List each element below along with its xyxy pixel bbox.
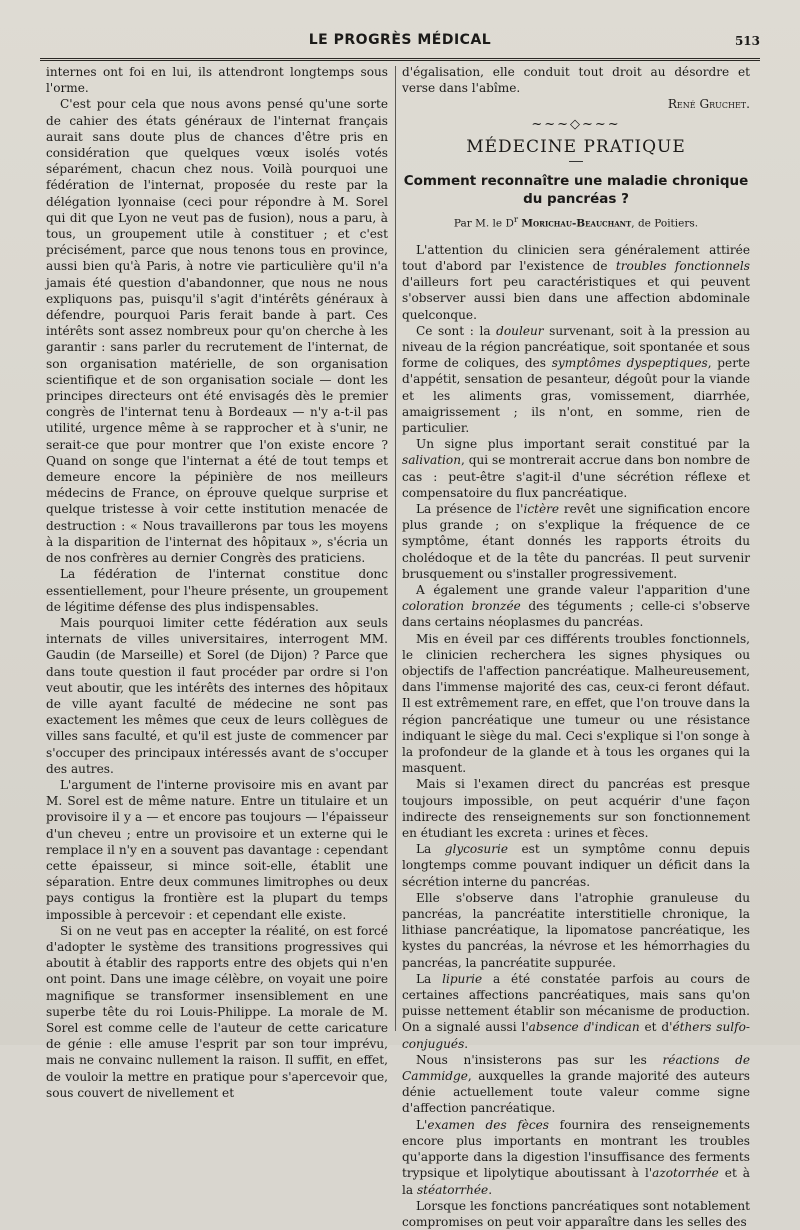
left-paragraph: La fédération de l'internat constitue donc essentiellement, pour l'heure présente, un groupement de légitime défense des plus indispensables. bbox=[46, 567, 388, 614]
left-paragraph: Mais pourquoi limiter cette fédération aux seuls internats de villes universitaires, interrogent MM. Gaudin (de Marseille) et Sorel (de Dijon) ? Parce que dans toute question il faut procéder par ordre si l'on veut aboutir, que les intérêts des internes des hôpitaux de ville ayant faculté de médecine ne sont pas exactement les mêmes que ceux de leurs collègues de villes sans faculté, et qu'il est juste de commencer par s'occuper des principaux intéressés avant de s'occuper des autres. bbox=[46, 615, 388, 776]
byline: Par M. le $D^r$ Morichau-Beauchant, de Poitiers. bbox=[453, 215, 699, 230]
left-paragraph: L'argument de l'interne provisoire mis en avant par M. Sorel est de même nature. Entre un titulaire et un provisoire il y a — et encore pas toujours — l'épaisseur d'un cheveu ; entre un provisoire et un externe qui le remplace il n'y en a souvent pas davantage : cependant cette épaisseur, si mince soit-elle, établit une séparation. Entre deux communes limitrophes ou deux pays contigus la frontière est la plupart du temps impossible à percevoir : et cependant elle existe. bbox=[46, 777, 388, 922]
section-rule bbox=[569, 161, 583, 162]
continuation-text bbox=[402, 64, 750, 96]
continuation-body: d'égalisation, elle conduit tout droit au désordre et verse dans l'abîme. bbox=[402, 65, 750, 96]
article-paragraph: L'attention du clinicien sera généralement attirée tout d'abord par l'existence de troubles fonctionnels d'ailleurs fort peu caractéristiques et qui peuvent s'observer aussi bien dans une affection abdominale quelconque. bbox=[402, 242, 750, 322]
article-paragraph: La présence de l'ictère revêt une signification encore plus grande ; on s'explique la fréquence de ce symptôme, étant donnés les rapports étroits du cholédoque et de la tête du pancréas. Il peut survenir brusquement ou s'installer progressivement. bbox=[402, 501, 750, 581]
left-column bbox=[46, 64, 388, 1100]
article-paragraph: Mis en éveil par ces différents troubles fonctionnels, le clinicien recherchera les signes physiques ou objectifs de l'affection pancréatique. Malheureusement, dans l'immense majorité des cas, ceux-ci feront défaut. Il est extrêmement rare, en effet, que l'on trouve dans la région pancréatique une tumeur ou une résistance indiquant le siège du mal. Ceci s'explique si l'on songe à la profondeur de la glande et à tous les organes qui la masquent. bbox=[402, 631, 750, 776]
right-column bbox=[402, 64, 751, 1229]
article-paragraph: Elle s'observe dans l'atrophie granuleuse du pancréas, la pancréatite interstitielle chronique, la lithiase pancréatique, la lipomatose pancréatique, les kystes du pancréas, la névrose et les hémorrhagies du pancréas, la pancréatite suppurée. bbox=[402, 890, 750, 970]
article-paragraph: La lipurie a été constatée parfois au cours de certaines affections pancréatiques, mais sans qu'on puisse nettement établir son mécanisme de production. On a signalé aussi l'absence d'indican et d'éthers sulfo-conjugués. bbox=[402, 971, 750, 1051]
left-paragraph: internes ont foi en lui, ils attendront longtemps sous l'orme. bbox=[46, 65, 388, 96]
page-number: 513 bbox=[734, 34, 760, 48]
byline-author: Morichau-Beauchant bbox=[521, 217, 632, 230]
article-paragraph: Un signe plus important serait constitué par la salivation, qui se montrerait accrue dans bon nombre de cas : peut-être s'agit-il d'une sécrétion réflexe et compensatoire du flux pancréatique. bbox=[402, 437, 750, 500]
left-paragraph: C'est pour cela que nous avons pensé qu'une sorte de cahier des états généraux de l'internat français aurait sans doute plus de chances d'être pris en considération que quelques vœux isolés votés séparément, chacun chez nous. Voilà pourquoi une fédération de l'internat, proposée du reste par la délégation lyonnaise (ceci pour répondre à M. Sorel qui dit que Lyon ne veut pas de fusion), nous a paru, à tous, un groupement utile à constituer ; et c'est précisément, parce que nous tenons tous en province, aussi bien qu'à Paris, à notre vie particulière qu'il n'a jamais été question d'abandonner, que nous ne nous expliquons pas, puisqu'il s'agit d'intérêts généraux à défendre, pourquoi Paris ferait bande à part. Ces intérêts sont assez nombreux pour qu'on cherche à les garantir : sans parler du recrutement de l'internat, de son organisation matérielle, de son organisation scientifique et de son organisation sociale — dont les principes directeurs ont été envisagés dès le premier congrès de l'internat tenu à Bordeaux — n'y a-t-il pas utilité, urgence même à se rapprocher et à s'unir, ne serait-ce que pour montrer que l'on existe encore ? Quand on songe que l'internat a été de tout temps et demeure encore la pépinière de nos meilleurs médecins de France, on éprouve quelque surprise et quelque tristesse à voir cette institution menacée de destruction : « Nous travaillerons par tous les moyens à la disparition de l'internat des hôpitaux », s'écria un de nos confrères au dernier Congrès des praticiens. bbox=[46, 97, 388, 566]
ornament-divider: ~~~◇~~~ bbox=[531, 116, 621, 132]
article-paragraph: Mais si l'examen direct du pancréas est presque toujours impossible, on peut acquérir d'une façon indirecte des renseignements sur son fonctionnement en étudiant les excreta : urines et fèces. bbox=[402, 777, 750, 841]
journal-title: LE PROGRÈS MÉDICAL bbox=[308, 32, 492, 48]
signature-line bbox=[402, 96, 750, 112]
article-paragraph: Nous n'insisterons pas sur les réactions de Cammidge, auxquelles la grande majorité des auteurs dénie actuellement toute valeur comme signe d'affection pancréatique. bbox=[402, 1052, 750, 1116]
author-signature: René Gruchet. bbox=[667, 97, 750, 112]
header-rule bbox=[40, 58, 760, 61]
section-heading: MÉDECINE PRATIQUE bbox=[466, 136, 686, 157]
column-divider bbox=[395, 66, 396, 1031]
article-paragraph: A également une grande valeur l'apparition d'une coloration bronzée des téguments ; celle-ci s'observe dans certains néoplasmes du pancréas. bbox=[402, 582, 750, 630]
left-paragraph: Si on ne veut pas en accepter la réalité, on est forcé d'adopter le système des transitions progressives qui aboutit à établir des rapports entre des objets qui n'en ont point. Dans une image célèbre, on voyait une poire magnifique se transformer insensiblement en une superbe tête du roi Louis-Philippe. La morale de M. Sorel est comme celle de l'auteur de cette caricature de génie : elle amuse l'esprit par son tour imprévu, mais ne convainc nullement la raison. Il suffit, en effet, de vouloir la mettre en pratique pour s'apercevoir que, sous couvert de nivellement et bbox=[46, 923, 388, 1100]
article-paragraph: Lorsque les fonctions pancréatiques sont notablement compromises on peut voir apparaître dans les selles des bbox=[402, 1198, 750, 1229]
article-paragraph: L'examen des fèces fournira des renseignements encore plus importants en montrant les troubles qu'apporte dans la digestion l'insuffisance des ferments trypsique et lipolytique aboutissant à l'azotorrhée et à la stéatorrhée. bbox=[402, 1117, 750, 1197]
article-paragraph: Ce sont : la douleur survenant, soit à la pression au niveau de la région pancréatique, soit spontanée et sous forme de coliques, des symptômes dyspeptiques, perte d'appétit, sensation de pesanteur, dégoût pour la viande et les aliments gras, vomissement, diarrhée, amaigrissement ; ils n'ont, en somme, rien de particulier. bbox=[402, 323, 751, 435]
article-title: Comment reconnaître une maladie chronique du pancréas ? bbox=[403, 173, 749, 208]
article-paragraph: La glycosurie est un symptôme connu depuis longtemps comme pouvant indiquer un déficit dans la sécrétion interne du pancréas. bbox=[402, 842, 750, 889]
running-head bbox=[40, 28, 760, 56]
